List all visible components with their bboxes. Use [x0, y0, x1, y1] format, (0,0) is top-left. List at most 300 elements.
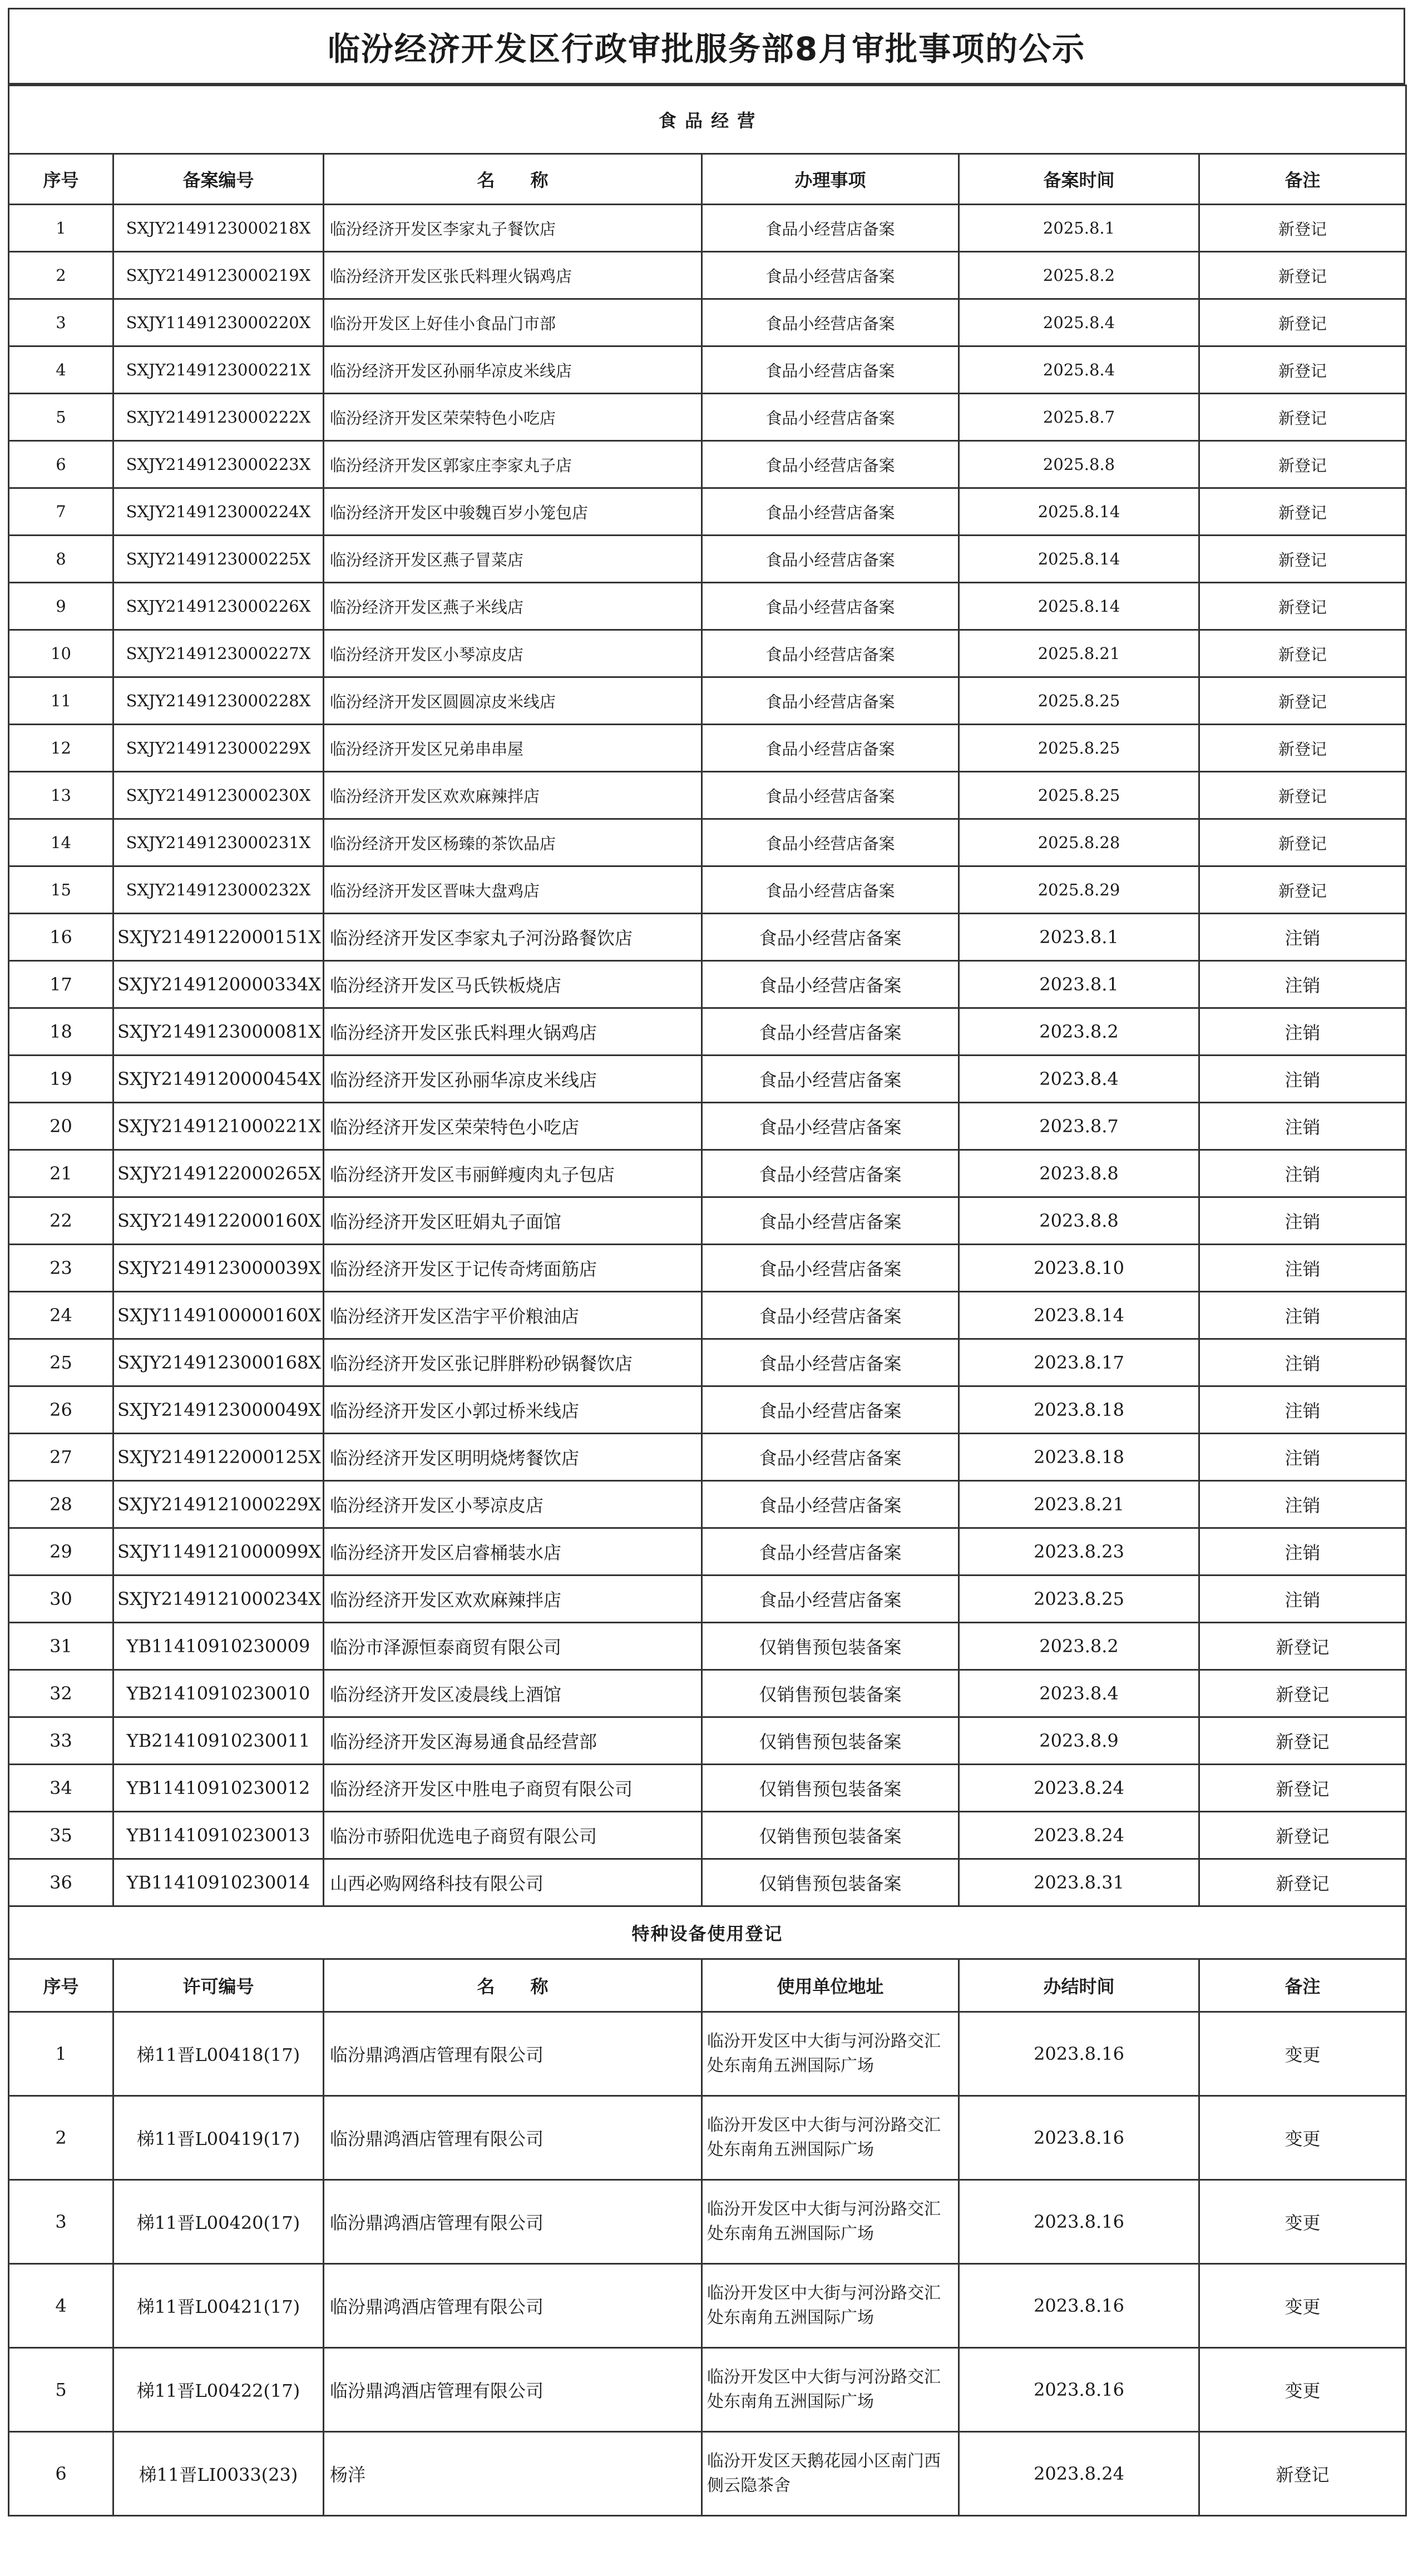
equip-section-row — [9, 1906, 1406, 1959]
unit-address: 临汾开发区中大街与河汾路交汇处东南角五洲国际广场 — [702, 2180, 959, 2264]
row-no: 9 — [9, 583, 113, 630]
equip-header-name: 名 称 — [324, 1959, 702, 2012]
handled-item: 食品小经营店备案 — [702, 1576, 959, 1623]
business-name: 临汾经济开发区李家丸子餐饮店 — [324, 205, 702, 252]
handled-item: 仅销售预包装备案 — [702, 1765, 959, 1812]
row-no: 14 — [9, 819, 113, 866]
food-section-title: 食 品 经 营 — [9, 86, 1406, 154]
handled-item: 食品小经营店备案 — [702, 488, 959, 536]
unit-address: 临汾开发区天鹅花园小区南门西侧云隐茶舍 — [702, 2432, 959, 2516]
handled-item: 食品小经营店备案 — [702, 1434, 959, 1481]
record-date: 2023.8.24 — [959, 1765, 1199, 1812]
remark: 新登记 — [1199, 1765, 1406, 1812]
equip-header-addr: 使用单位地址 — [702, 1959, 959, 2012]
food-table-row — [9, 1434, 1406, 1481]
food-section-row — [9, 86, 1406, 154]
remark: 新登记 — [1199, 583, 1406, 630]
record-code: SXJY2149123000229X — [113, 725, 324, 772]
header-item: 办理事项 — [702, 154, 959, 205]
permit-code: 梯11晋L00418(17) — [113, 2012, 324, 2096]
record-code: SXJY2149122000151X — [113, 914, 324, 961]
permit-code: 梯11晋L00421(17) — [113, 2264, 324, 2348]
remark: 注销 — [1199, 1056, 1406, 1103]
row-no: 20 — [9, 1103, 113, 1150]
row-no: 27 — [9, 1434, 113, 1481]
unit-address: 临汾开发区中大街与河汾路交汇处东南角五洲国际广场 — [702, 2264, 959, 2348]
notice-sheet — [8, 8, 1405, 2516]
food-table-row — [9, 1197, 1406, 1245]
business-name: 临汾经济开发区杨臻的茶饮品店 — [324, 819, 702, 866]
business-name: 临汾经济开发区张氏料理火锅鸡店 — [324, 1008, 702, 1056]
row-no: 2 — [9, 252, 113, 299]
completion-date: 2023.8.16 — [959, 2180, 1199, 2264]
remark: 注销 — [1199, 914, 1406, 961]
food-table-row — [9, 1765, 1406, 1812]
business-name: 临汾经济开发区马氏铁板烧店 — [324, 961, 702, 1008]
remark: 新登记 — [1199, 677, 1406, 725]
food-table-row — [9, 394, 1406, 441]
handled-item: 仅销售预包装备案 — [702, 1859, 959, 1906]
record-date: 2023.8.18 — [959, 1386, 1199, 1434]
business-name: 临汾经济开发区启睿桶装水店 — [324, 1528, 702, 1576]
row-no: 6 — [9, 2432, 113, 2516]
remark: 新登记 — [1199, 2432, 1406, 2516]
handled-item: 食品小经营店备案 — [702, 1103, 959, 1150]
record-date: 2023.8.2 — [959, 1008, 1199, 1056]
record-date: 2023.8.10 — [959, 1245, 1199, 1292]
record-code: SXJY2149123000222X — [113, 394, 324, 441]
record-code: SXJY1149123000220X — [113, 299, 324, 346]
handled-item: 食品小经营店备案 — [702, 441, 959, 488]
record-code: SXJY2149123000221X — [113, 346, 324, 394]
row-no: 33 — [9, 1717, 113, 1765]
remark: 变更 — [1199, 2264, 1406, 2348]
record-date: 2023.8.17 — [959, 1339, 1199, 1386]
handled-item: 食品小经营店备案 — [702, 536, 959, 583]
record-code: SXJY2149123000231X — [113, 819, 324, 866]
record-code: SXJY2149123000232X — [113, 866, 324, 914]
permit-code: 梯11晋L00420(17) — [113, 2180, 324, 2264]
row-no: 36 — [9, 1859, 113, 1906]
equip-header-no: 序号 — [9, 1959, 113, 2012]
record-code: SXJY2149123000223X — [113, 441, 324, 488]
business-name: 临汾经济开发区荣荣特色小吃店 — [324, 394, 702, 441]
equip-header-note: 备注 — [1199, 1959, 1406, 2012]
business-name: 临汾经济开发区李家丸子河汾路餐饮店 — [324, 914, 702, 961]
row-no: 1 — [9, 205, 113, 252]
remark: 变更 — [1199, 2096, 1406, 2180]
remark: 注销 — [1199, 961, 1406, 1008]
row-no: 2 — [9, 2096, 113, 2180]
record-date: 2023.8.4 — [959, 1670, 1199, 1717]
remark: 注销 — [1199, 1576, 1406, 1623]
unit-name: 临汾鼎鸿酒店管理有限公司 — [324, 2012, 702, 2096]
record-code: SXJY2149120000334X — [113, 961, 324, 1008]
food-table-row — [9, 1292, 1406, 1339]
equip-table-row — [9, 2012, 1406, 2096]
remark: 注销 — [1199, 1339, 1406, 1386]
food-table-row — [9, 1576, 1406, 1623]
remark: 新登记 — [1199, 252, 1406, 299]
remark: 新登记 — [1199, 488, 1406, 536]
remark: 注销 — [1199, 1386, 1406, 1434]
food-table-row — [9, 961, 1406, 1008]
completion-date: 2023.8.16 — [959, 2096, 1199, 2180]
remark: 新登记 — [1199, 1670, 1406, 1717]
food-table-row — [9, 1670, 1406, 1717]
handled-item: 仅销售预包装备案 — [702, 1623, 959, 1670]
food-table-row — [9, 299, 1406, 346]
business-name: 临汾经济开发区欢欢麻辣拌店 — [324, 1576, 702, 1623]
business-name: 临汾经济开发区中骏魏百岁小笼包店 — [324, 488, 702, 536]
record-date: 2025.8.1 — [959, 205, 1199, 252]
handled-item: 仅销售预包装备案 — [702, 1812, 959, 1859]
row-no: 21 — [9, 1150, 113, 1197]
row-no: 34 — [9, 1765, 113, 1812]
row-no: 24 — [9, 1292, 113, 1339]
record-code: SXJY2149122000265X — [113, 1150, 324, 1197]
row-no: 11 — [9, 677, 113, 725]
record-date: 2025.8.14 — [959, 488, 1199, 536]
record-code: YB21410910230010 — [113, 1670, 324, 1717]
row-no: 25 — [9, 1339, 113, 1386]
food-table-row — [9, 866, 1406, 914]
record-code: SXJY2149123000039X — [113, 1245, 324, 1292]
remark: 新登记 — [1199, 819, 1406, 866]
business-name: 临汾经济开发区张记胖胖粉砂锅餐饮店 — [324, 1339, 702, 1386]
unit-name: 临汾鼎鸿酒店管理有限公司 — [324, 2348, 702, 2432]
record-date: 2023.8.14 — [959, 1292, 1199, 1339]
remark: 注销 — [1199, 1292, 1406, 1339]
record-date: 2023.8.23 — [959, 1528, 1199, 1576]
handled-item: 食品小经营店备案 — [702, 961, 959, 1008]
remark: 新登记 — [1199, 1812, 1406, 1859]
remark: 新登记 — [1199, 1623, 1406, 1670]
business-name: 临汾经济开发区旺娟丸子面馆 — [324, 1197, 702, 1245]
business-name: 临汾经济开发区燕子冒菜店 — [324, 536, 702, 583]
remark: 新登记 — [1199, 346, 1406, 394]
permit-code: 梯11晋L00419(17) — [113, 2096, 324, 2180]
remark: 变更 — [1199, 2180, 1406, 2264]
permit-code: 梯11晋L00422(17) — [113, 2348, 324, 2432]
handled-item: 食品小经营店备案 — [702, 205, 959, 252]
business-name: 临汾经济开发区荣荣特色小吃店 — [324, 1103, 702, 1150]
unit-address: 临汾开发区中大街与河汾路交汇处东南角五洲国际广场 — [702, 2012, 959, 2096]
unit-name: 临汾鼎鸿酒店管理有限公司 — [324, 2264, 702, 2348]
header-no: 序号 — [9, 154, 113, 205]
equip-section-title: 特种设备使用登记 — [9, 1906, 1406, 1959]
handled-item: 食品小经营店备案 — [702, 1056, 959, 1103]
record-date: 2023.8.25 — [959, 1576, 1199, 1623]
business-name: 临汾经济开发区浩宇平价粮油店 — [324, 1292, 702, 1339]
business-name: 临汾经济开发区孙丽华凉皮米线店 — [324, 1056, 702, 1103]
remark: 注销 — [1199, 1245, 1406, 1292]
row-no: 4 — [9, 2264, 113, 2348]
handled-item: 食品小经营店备案 — [702, 346, 959, 394]
handled-item: 食品小经营店备案 — [702, 866, 959, 914]
equip-header-date: 办结时间 — [959, 1959, 1199, 2012]
unit-address: 临汾开发区中大街与河汾路交汇处东南角五洲国际广场 — [702, 2096, 959, 2180]
handled-item: 食品小经营店备案 — [702, 394, 959, 441]
remark: 新登记 — [1199, 205, 1406, 252]
unit-address: 临汾开发区中大街与河汾路交汇处东南角五洲国际广场 — [702, 2348, 959, 2432]
page-title: 临汾经济开发区行政审批服务部8月审批事项的公示 — [8, 8, 1405, 85]
record-code: SXJY2149123000230X — [113, 772, 324, 819]
food-table-row — [9, 1717, 1406, 1765]
unit-name: 临汾鼎鸿酒店管理有限公司 — [324, 2180, 702, 2264]
row-no: 23 — [9, 1245, 113, 1292]
record-code: SXJY2149123000168X — [113, 1339, 324, 1386]
equip-header-code: 许可编号 — [113, 1959, 324, 2012]
record-date: 2025.8.21 — [959, 630, 1199, 677]
row-no: 10 — [9, 630, 113, 677]
row-no: 32 — [9, 1670, 113, 1717]
food-table-row — [9, 630, 1406, 677]
record-date: 2025.8.14 — [959, 536, 1199, 583]
food-table-row — [9, 1386, 1406, 1434]
business-name: 临汾经济开发区小琴凉皮店 — [324, 630, 702, 677]
record-date: 2025.8.8 — [959, 441, 1199, 488]
permit-code: 梯11晋LI0033(23) — [113, 2432, 324, 2516]
record-code: SXJY2149123000225X — [113, 536, 324, 583]
record-code: YB11410910230012 — [113, 1765, 324, 1812]
remark: 新登记 — [1199, 1859, 1406, 1906]
record-code: SXJY2149123000227X — [113, 630, 324, 677]
food-table-row — [9, 772, 1406, 819]
food-table-row — [9, 677, 1406, 725]
unit-name: 杨洋 — [324, 2432, 702, 2516]
remark: 注销 — [1199, 1103, 1406, 1150]
record-code: SXJY2149123000081X — [113, 1008, 324, 1056]
business-name: 临汾经济开发区圆圆凉皮米线店 — [324, 677, 702, 725]
row-no: 1 — [9, 2012, 113, 2096]
unit-name: 临汾鼎鸿酒店管理有限公司 — [324, 2096, 702, 2180]
record-date: 2023.8.1 — [959, 914, 1199, 961]
food-header-row — [9, 154, 1406, 205]
remark: 注销 — [1199, 1481, 1406, 1528]
record-code: SXJY2149122000160X — [113, 1197, 324, 1245]
remark: 变更 — [1199, 2012, 1406, 2096]
completion-date: 2023.8.16 — [959, 2012, 1199, 2096]
record-code: SXJY2149123000224X — [113, 488, 324, 536]
business-name: 临汾经济开发区孙丽华凉皮米线店 — [324, 346, 702, 394]
remark: 注销 — [1199, 1434, 1406, 1481]
food-table-row — [9, 1623, 1406, 1670]
record-code: SXJY2149123000049X — [113, 1386, 324, 1434]
record-date: 2023.8.8 — [959, 1197, 1199, 1245]
remark: 变更 — [1199, 2348, 1406, 2432]
food-table-row — [9, 205, 1406, 252]
food-table-row — [9, 1812, 1406, 1859]
remark: 新登记 — [1199, 536, 1406, 583]
record-code: YB11410910230009 — [113, 1623, 324, 1670]
remark: 新登记 — [1199, 394, 1406, 441]
record-code: SXJY2149121000229X — [113, 1481, 324, 1528]
row-no: 30 — [9, 1576, 113, 1623]
record-date: 2023.8.18 — [959, 1434, 1199, 1481]
remark: 新登记 — [1199, 299, 1406, 346]
business-name: 临汾经济开发区小郭过桥米线店 — [324, 1386, 702, 1434]
row-no: 29 — [9, 1528, 113, 1576]
record-date: 2025.8.25 — [959, 677, 1199, 725]
record-code: SXJY2149123000219X — [113, 252, 324, 299]
record-date: 2023.8.2 — [959, 1623, 1199, 1670]
handled-item: 食品小经营店备案 — [702, 1481, 959, 1528]
remark: 注销 — [1199, 1528, 1406, 1576]
business-name: 临汾经济开发区小琴凉皮店 — [324, 1481, 702, 1528]
row-no: 35 — [9, 1812, 113, 1859]
remark: 注销 — [1199, 1008, 1406, 1056]
header-note: 备注 — [1199, 154, 1406, 205]
header-name: 名 称 — [324, 154, 702, 205]
business-name: 临汾开发区上好佳小食品门市部 — [324, 299, 702, 346]
food-table-row — [9, 441, 1406, 488]
row-no: 18 — [9, 1008, 113, 1056]
record-code: SXJY1149100000160X — [113, 1292, 324, 1339]
food-table-row — [9, 1056, 1406, 1103]
row-no: 12 — [9, 725, 113, 772]
record-code: SXJY2149123000226X — [113, 583, 324, 630]
record-code: SXJY2149121000221X — [113, 1103, 324, 1150]
food-table-row — [9, 725, 1406, 772]
handled-item: 食品小经营店备案 — [702, 914, 959, 961]
row-no: 8 — [9, 536, 113, 583]
handled-item: 食品小经营店备案 — [702, 677, 959, 725]
header-code: 备案编号 — [113, 154, 324, 205]
record-date: 2025.8.25 — [959, 772, 1199, 819]
row-no: 26 — [9, 1386, 113, 1434]
business-name: 临汾经济开发区海易通食品经营部 — [324, 1717, 702, 1765]
equip-table-row — [9, 2180, 1406, 2264]
food-table-row — [9, 1528, 1406, 1576]
completion-date: 2023.8.16 — [959, 2264, 1199, 2348]
record-date: 2023.8.7 — [959, 1103, 1199, 1150]
business-name: 临汾经济开发区凌晨线上酒馆 — [324, 1670, 702, 1717]
handled-item: 食品小经营店备案 — [702, 1292, 959, 1339]
remark: 注销 — [1199, 1197, 1406, 1245]
remark: 新登记 — [1199, 1717, 1406, 1765]
record-date: 2025.8.14 — [959, 583, 1199, 630]
record-code: YB11410910230014 — [113, 1859, 324, 1906]
row-no: 6 — [9, 441, 113, 488]
food-table-row — [9, 1245, 1406, 1292]
remark: 新登记 — [1199, 441, 1406, 488]
record-date: 2023.8.31 — [959, 1859, 1199, 1906]
equip-table-row — [9, 2348, 1406, 2432]
handled-item: 食品小经营店备案 — [702, 583, 959, 630]
food-table-row — [9, 1339, 1406, 1386]
record-code: YB11410910230013 — [113, 1812, 324, 1859]
row-no: 3 — [9, 299, 113, 346]
record-date: 2023.8.24 — [959, 1812, 1199, 1859]
equip-table-row — [9, 2432, 1406, 2516]
remark: 新登记 — [1199, 866, 1406, 914]
business-name: 临汾经济开发区晋味大盘鸡店 — [324, 866, 702, 914]
row-no: 31 — [9, 1623, 113, 1670]
handled-item: 食品小经营店备案 — [702, 1245, 959, 1292]
remark: 新登记 — [1199, 630, 1406, 677]
remark: 新登记 — [1199, 725, 1406, 772]
record-code: SXJY2149123000218X — [113, 205, 324, 252]
row-no: 13 — [9, 772, 113, 819]
food-table-row — [9, 819, 1406, 866]
record-code: SXJY2149120000454X — [113, 1056, 324, 1103]
notice-table — [8, 85, 1407, 2516]
completion-date: 2023.8.16 — [959, 2348, 1199, 2432]
business-name: 山西必购网络科技有限公司 — [324, 1859, 702, 1906]
row-no: 19 — [9, 1056, 113, 1103]
food-table-row — [9, 1150, 1406, 1197]
business-name: 临汾经济开发区燕子米线店 — [324, 583, 702, 630]
record-date: 2023.8.1 — [959, 961, 1199, 1008]
remark: 注销 — [1199, 1150, 1406, 1197]
record-date: 2023.8.9 — [959, 1717, 1199, 1765]
handled-item: 食品小经营店备案 — [702, 772, 959, 819]
row-no: 28 — [9, 1481, 113, 1528]
handled-item: 食品小经营店备案 — [702, 252, 959, 299]
record-date: 2023.8.8 — [959, 1150, 1199, 1197]
business-name: 临汾市骄阳优选电子商贸有限公司 — [324, 1812, 702, 1859]
business-name: 临汾经济开发区欢欢麻辣拌店 — [324, 772, 702, 819]
row-no: 17 — [9, 961, 113, 1008]
handled-item: 食品小经营店备案 — [702, 1197, 959, 1245]
business-name: 临汾市泽源恒泰商贸有限公司 — [324, 1623, 702, 1670]
row-no: 5 — [9, 2348, 113, 2432]
food-table-row — [9, 1103, 1406, 1150]
handled-item: 食品小经营店备案 — [702, 1008, 959, 1056]
food-table-row — [9, 1008, 1406, 1056]
food-table-row — [9, 346, 1406, 394]
food-table-row — [9, 488, 1406, 536]
business-name: 临汾经济开发区张氏料理火锅鸡店 — [324, 252, 702, 299]
business-name: 临汾经济开发区兄弟串串屋 — [324, 725, 702, 772]
food-table-row — [9, 252, 1406, 299]
business-name: 临汾经济开发区韦丽鲜瘦肉丸子包店 — [324, 1150, 702, 1197]
record-date: 2023.8.4 — [959, 1056, 1199, 1103]
business-name: 临汾经济开发区明明烧烤餐饮店 — [324, 1434, 702, 1481]
handled-item: 食品小经营店备案 — [702, 819, 959, 866]
handled-item: 仅销售预包装备案 — [702, 1717, 959, 1765]
record-date: 2025.8.25 — [959, 725, 1199, 772]
food-table-row — [9, 914, 1406, 961]
table-body — [9, 86, 1406, 2516]
row-no: 5 — [9, 394, 113, 441]
record-code: YB21410910230011 — [113, 1717, 324, 1765]
equip-table-row — [9, 2096, 1406, 2180]
handled-item: 仅销售预包装备案 — [702, 1670, 959, 1717]
record-code: SXJY2149121000234X — [113, 1576, 324, 1623]
header-date: 备案时间 — [959, 154, 1199, 205]
record-code: SXJY2149123000228X — [113, 677, 324, 725]
record-date: 2025.8.4 — [959, 299, 1199, 346]
row-no: 22 — [9, 1197, 113, 1245]
food-table-row — [9, 1481, 1406, 1528]
equip-header-row — [9, 1959, 1406, 2012]
food-table-row — [9, 583, 1406, 630]
row-no: 4 — [9, 346, 113, 394]
business-name: 临汾经济开发区于记传奇烤面筋店 — [324, 1245, 702, 1292]
record-date: 2023.8.21 — [959, 1481, 1199, 1528]
equip-table-row — [9, 2264, 1406, 2348]
record-date: 2025.8.4 — [959, 346, 1199, 394]
food-table-row — [9, 536, 1406, 583]
row-no: 16 — [9, 914, 113, 961]
remark: 新登记 — [1199, 772, 1406, 819]
record-date: 2025.8.2 — [959, 252, 1199, 299]
record-code: SXJY1149121000099X — [113, 1528, 324, 1576]
handled-item: 食品小经营店备案 — [702, 725, 959, 772]
handled-item: 食品小经营店备案 — [702, 1339, 959, 1386]
